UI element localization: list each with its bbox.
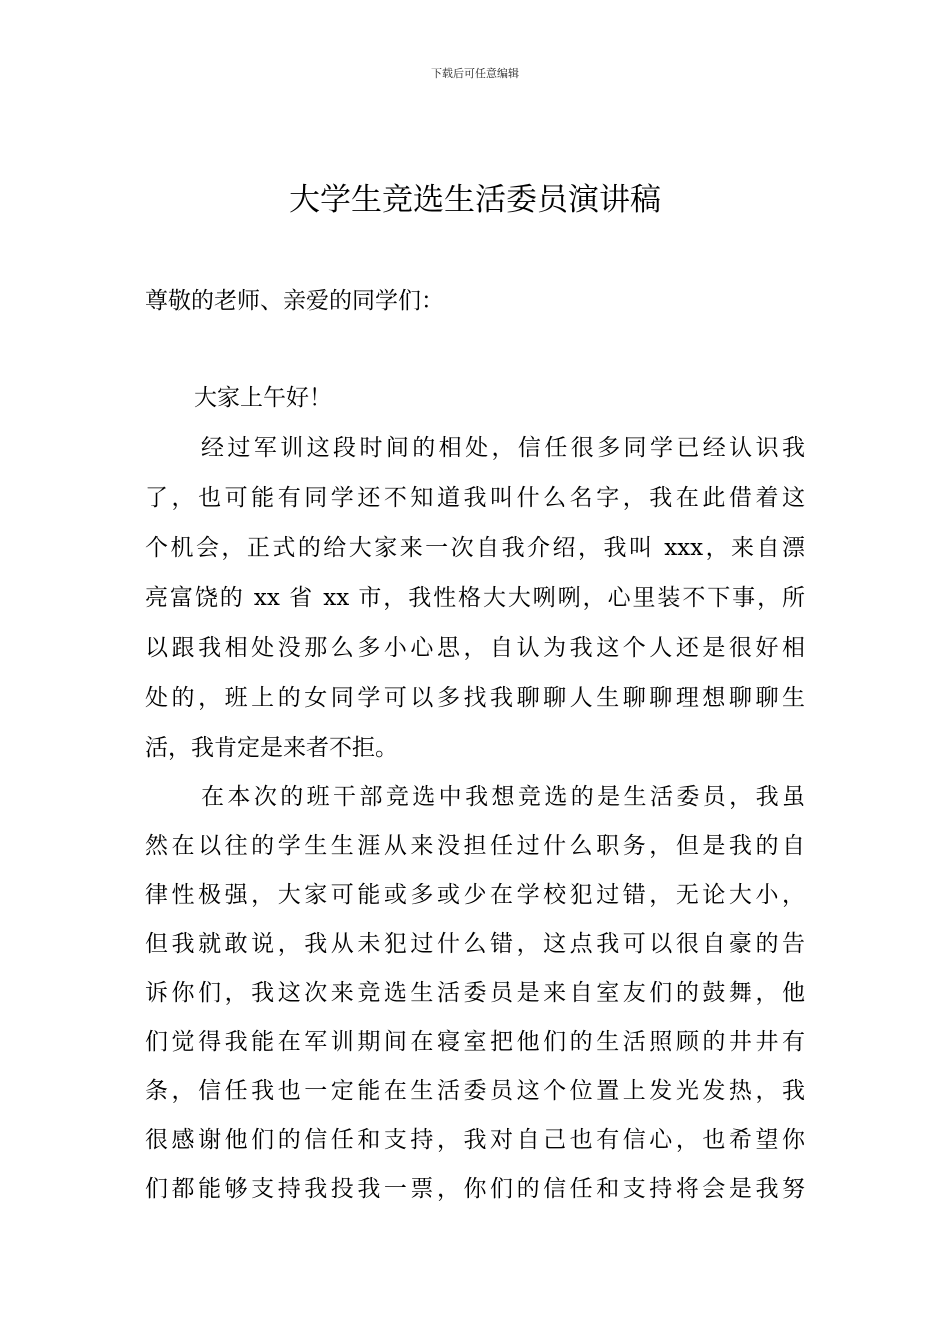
paragraph-line: 个机会，正式的给大家来一次自我介绍，我叫 xxx，来自漂	[145, 535, 805, 561]
paragraph-line: 们都能够支持我投我一票，你们的信任和支持将会是我努	[145, 1176, 805, 1202]
greeting: 大家上午好！	[194, 385, 332, 411]
paragraph-line: 活，我肯定是来者不拒。	[145, 735, 398, 761]
paragraph-line: 处的，班上的女同学可以多找我聊聊人生聊聊理想聊聊生	[145, 685, 805, 711]
header-note: 下载后可任意编辑	[431, 67, 519, 80]
paragraph-line: 亮富饶的 xx 省 xx 市，我性格大大咧咧，心里装不下事，所	[145, 585, 805, 611]
salutation: 尊敬的老师、亲爱的同学们：	[145, 288, 444, 314]
paragraph-line: 很感谢他们的信任和支持，我对自己也有信心，也希望你	[145, 1127, 805, 1153]
paragraph-line: 律性极强，大家可能或多或少在学校犯过错，无论大小，	[145, 882, 805, 908]
paragraph-line: 经过军训这段时间的相处，信任很多同学已经认识我	[201, 435, 805, 461]
paragraph-line: 然在以往的学生生涯从来没担任过什么职务，但是我的自	[145, 833, 805, 859]
document-title: 大学生竞选生活委员演讲稿	[289, 182, 661, 218]
paragraph-line: 以跟我相处没那么多小心思，自认为我这个人还是很好相	[145, 635, 805, 661]
paragraph-line: 了，也可能有同学还不知道我叫什么名字，我在此借着这	[145, 485, 805, 511]
paragraph-line: 但我就敢说，我从未犯过什么错，这点我可以很自豪的告	[145, 931, 805, 957]
paragraph-line: 在本次的班干部竞选中我想竞选的是生活委员，我虽	[201, 784, 805, 810]
paragraph-line: 诉你们，我这次来竞选生活委员是来自室友们的鼓舞，他	[145, 980, 805, 1006]
paragraph-line: 条，信任我也一定能在生活委员这个位置上发光发热，我	[145, 1078, 805, 1104]
paragraph-line: 们觉得我能在军训期间在寝室把他们的生活照顾的井井有	[145, 1029, 805, 1055]
